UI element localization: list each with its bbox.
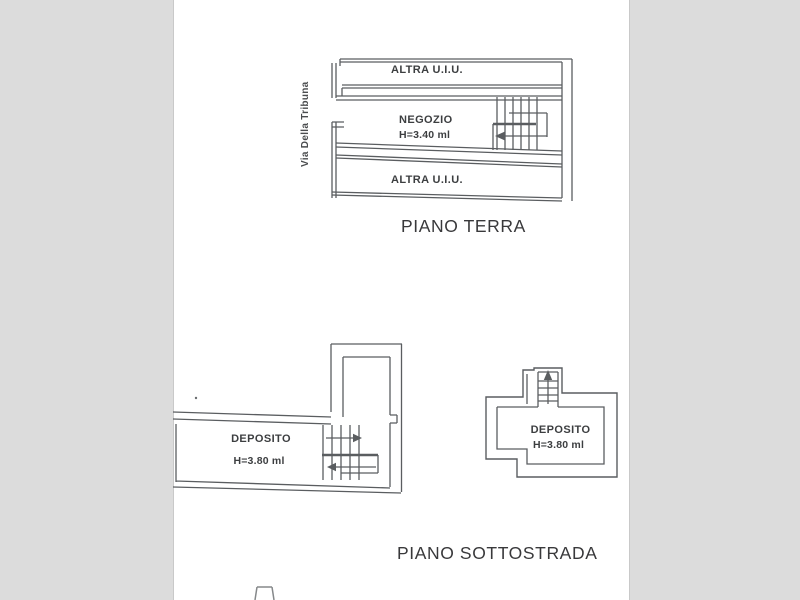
scan-speck	[195, 397, 197, 399]
basement-left-plan	[173, 344, 402, 493]
storage-left-label: DEPOSITO	[231, 433, 291, 445]
street-name-label: Via Della Tribuna	[300, 81, 311, 167]
stair-arrow-right	[353, 434, 362, 442]
storage-right-height-label: H=3.80 ml	[532, 439, 585, 451]
stair-treads	[323, 425, 378, 480]
unit-top-label: ALTRA U.I.U.	[390, 64, 463, 76]
shop-height-label: H=3.40 ml	[399, 129, 451, 141]
basement-left-room-walls	[173, 412, 401, 493]
page-bottom-fragment	[255, 587, 274, 600]
storage-left-height-label: H=3.80 ml	[233, 455, 285, 467]
basement-floor-title: PIANO SOTTOSTRADA	[397, 543, 598, 563]
ground-floor-left-wall	[332, 63, 344, 198]
ground-floor-staircase	[493, 97, 547, 150]
basement-right-outer-wall	[486, 368, 617, 477]
ground-floor-title: PIANO TERRA	[401, 216, 526, 236]
unit-bottom-label: ALTRA U.I.U.	[390, 174, 463, 186]
ground-floor-right-wall	[562, 59, 572, 201]
storage-right-label: DEPOSITO	[530, 424, 591, 436]
basement-right-staircase	[538, 370, 558, 407]
shop-room-label: NEGOZIO	[399, 114, 453, 126]
basement-right-plan	[486, 368, 617, 477]
basement-left-staircase	[322, 425, 378, 480]
